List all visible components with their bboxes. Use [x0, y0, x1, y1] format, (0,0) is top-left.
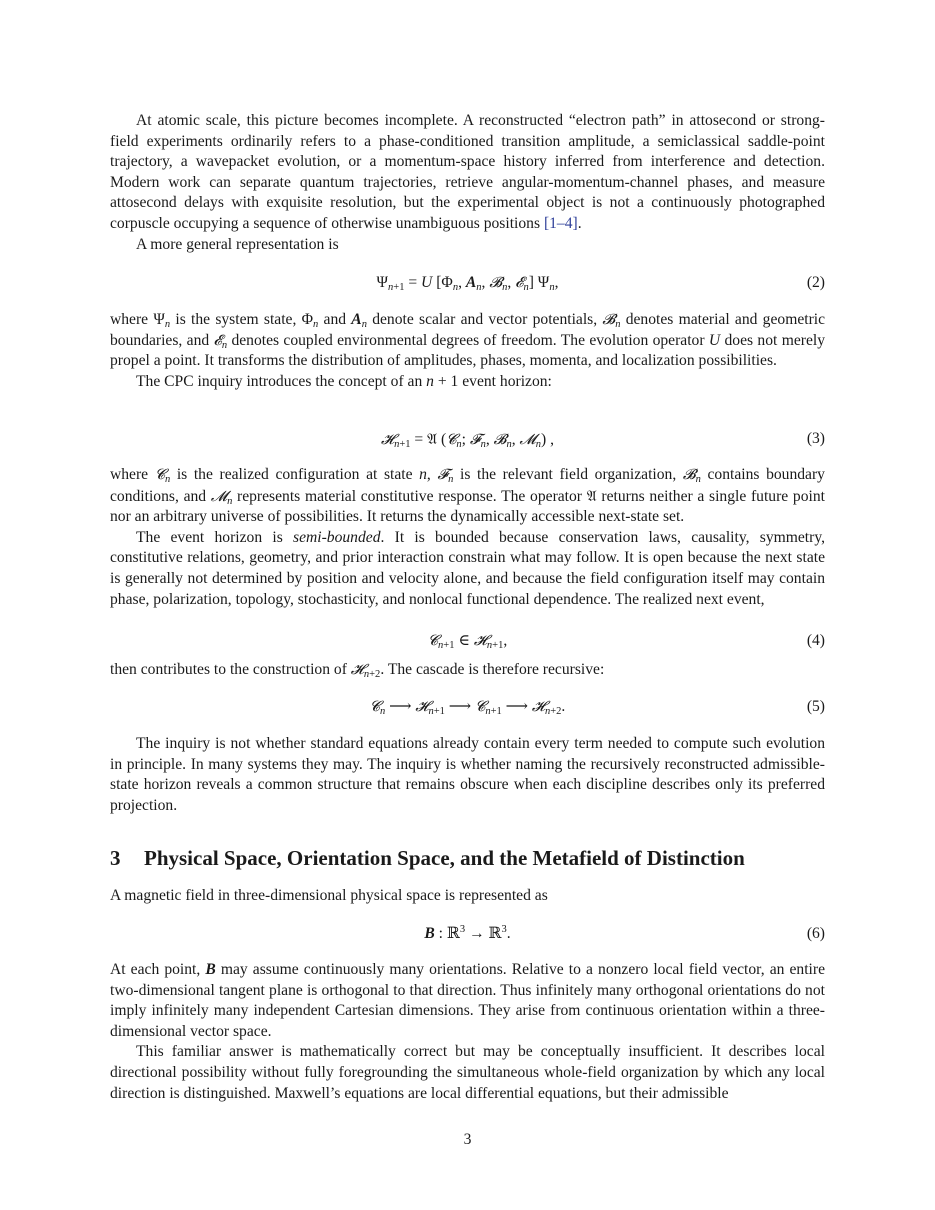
emphasis-semi-bounded: semi-bounded [293, 528, 381, 546]
paragraph-body: At atomic scale, this picture becomes incomplete. A reconstructed “electron path” in attosecond or strong-field experiments ordinarily refers to a phase-conditioned transition amplitude, a semiclassical saddle-point trajectory, a wavepacket evolution, or a momentum-space history inferred from interference and detection. Modern work can separate quantum trajectories, retrieve angular-momentum-channel phases, and measure attosecond delays with exquisite resolution, but the experimental object is not a continuously photographed corpuscle occupying a sequence of otherwise unambiguous positions [110, 112, 825, 232]
section-title: Physical Space, Orientation Space, and the Metafield of Distinction [144, 846, 745, 870]
text-run: + 1 event horizon: [433, 372, 552, 390]
paragraph-general-representation: A more general representation is [136, 235, 339, 253]
text-run: contains boundary conditions, and [110, 466, 825, 505]
equation-4 [110, 630, 825, 652]
text-run: returns neither a single future point nor an arbitrary universe of possibilities. It returns the dynamically accessible next-state set. [110, 487, 825, 526]
paragraph-text: A magnetic field in three-dimensional physical space is represented as [110, 887, 548, 904]
citation-link[interactable]: [1–4] [543, 214, 578, 232]
text-run: denote scalar and vector potentials, [366, 311, 603, 328]
equation-body: $\Psi_{n+1} = U$ [$\Phi_n$, $A_n$, 𝓑$_n$, 𝓔$_n$] $\Psi_n$, [376, 274, 559, 293]
section-number: 3 [110, 846, 121, 870]
paragraph-cpc-inquiry: The CPC inquiry introduces the concept of an n + 1 event horizon: [136, 372, 552, 390]
equation-body: 𝓗$_{n+1}$ = 𝔄 (𝓒$_n$; 𝓕$_n$, 𝓑$_n$, 𝓜$_n$) , [380, 430, 554, 450]
equation-number: (3) [806, 430, 825, 447]
text-run: The CPC inquiry introduces the concept of an [136, 372, 427, 390]
equation-number: (2) [806, 274, 825, 291]
equation-body: 𝓒$_{n+1}$ ∈ 𝓗$_{n+1}$, [427, 632, 508, 651]
text-run: , [426, 466, 438, 483]
text-run: is the relevant field organization, [453, 466, 683, 483]
paragraph-event-horizon [110, 528, 825, 610]
paragraph-text: where 𝓒$_n$ is the realized configuration at state n, 𝓕$_n$ is the relevant field organization, 𝓑$_n$ contains boundary conditions, and 𝓜$_n$ represents material constitutive response. The operator 𝔄 returns neither a single future point nor an arbitrary universe of possibilities. It returns the dynamically accessible next-state set. [110, 466, 825, 526]
paragraph-text: then contributes to the construction of 𝓗$_{n+2}$. The cascade is therefore recursive: [110, 661, 605, 680]
text-run: is the system state, Φ [170, 311, 314, 328]
paragraph-magnetic-field [110, 886, 825, 907]
paragraph-text: At each point, B may assume continuously many orientations. Relative to a nonzero local field vector, an entire two-dimensional tangent plane is orthogonal to that direction. Thus infinitely many orthogonal orientations do not imply infinitely many independent Cartesian dimensions. They arise from continuous orientation within a three-dimensional vector space. [110, 961, 826, 1040]
paragraph-realized-configuration [110, 465, 825, 610]
equation-body: B : ℝ$^3$ → ℝ$^3$. [424, 924, 511, 942]
equation-3 [110, 428, 825, 450]
text-run: is the realized configuration at state [170, 466, 420, 483]
paragraph-end: . [577, 214, 582, 232]
equation-number: (4) [806, 632, 825, 649]
equation-number: (6) [806, 925, 825, 942]
equation-number: (5) [806, 698, 825, 715]
paragraph-text: The inquiry is not whether standard equations already contain every term needed to compute such evolution in principle. In many systems they may. The inquiry is whether naming the recursively reconstructed admissible-state horizon reveals a common structure that remains obscure when each discipline describes only its preferred projection. [110, 735, 825, 814]
text-run: denotes coupled environmental degrees of freedom. The evolution operator [227, 331, 709, 349]
paragraph-attosecond [110, 111, 825, 255]
equation-6 [110, 923, 825, 945]
equation-5 [110, 696, 825, 718]
page-number: 3 [463, 1131, 472, 1148]
text-run: denotes material and geometric boundaries, and [110, 311, 826, 349]
text-run: At each point, [110, 961, 206, 978]
text-run: may assume continuously many orientations. Relative to a nonzero local field vector, an entire two-dimensional tangent plane is orthogonal to that direction. Thus infinitely many orthogonal orientations do not imply infinitely many independent Cartesian dimensions. They arise from continuous orientation within a three-dimensional vector space. [110, 961, 826, 1040]
equation-2 [110, 272, 825, 294]
text-run: . It is bounded because conservation laws, causality, symmetry, constitutive relations, geometry, and prior interaction constrain what may follow. It is open because the next state is generally not determined by position and velocity alone, and because the field configuration itself may contain phase, polarization, topology, stochasticity, and nonlocal functional dependence. The realized next event, [110, 528, 825, 608]
paragraph-system-state [110, 310, 825, 392]
section-heading [110, 845, 825, 871]
paragraph-inquiry [110, 734, 825, 816]
text-run: . The cascade is therefore recursive: [380, 661, 605, 678]
paragraph-orientations [110, 960, 825, 1104]
paragraph-text [110, 111, 825, 235]
text-run: and [318, 311, 352, 328]
text-run: then contributes to the construction of [110, 661, 351, 678]
paragraph-familiar-answer: This familiar answer is mathematically correct but may be conceptually insufficient. It describes local directional possibility without fully foregrounding the simultaneous whole-field organization by which any local direction is distinguished. Maxwell’s equations are local differential equations, but their admissible [110, 1043, 825, 1102]
text-run: where Ψ [110, 311, 165, 328]
text-run: represents material constitutive response. The operator [232, 487, 587, 505]
paragraph-cascade [110, 660, 825, 681]
equation-body: 𝓒$_n$ ⟶ 𝓗$_{n+1}$ ⟶ 𝓒$_{n+1}$ ⟶ 𝓗$_{n+2}$. [369, 698, 566, 717]
text-run: The event horizon is [136, 528, 294, 546]
paragraph-text: where $\Psi_n$ is the system state, $\Phi_n$ and $A_n$ denote scalar and vector potentials, 𝓑$_n$ denotes material and geometric boundaries, and 𝓔$_n$ denotes coupled environmental degrees of freedom. The evolution operator U does not merely propel a point. It transforms the distribution of amplitudes, phases, momenta, and localization possibilities. [110, 311, 826, 370]
text-run: where [110, 466, 155, 483]
text-run: does not merely propel a point. It transforms the distribution of amplitudes, phases, momenta, and localization possibilities. [110, 331, 825, 370]
